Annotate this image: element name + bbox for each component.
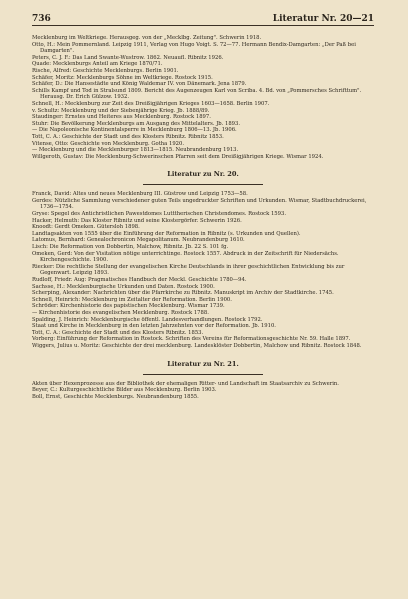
bibliography-entry: Wiggers, Julius u. Moritz: Geschichte der drei mecklenburg. Landesklöster Dobbertin, Malchow und Ribnitz. Rostock 1848.	[32, 342, 362, 349]
running-title: Literatur Nr. 20—21	[272, 14, 374, 24]
bibliography-entry: Gryse: Spegel des Antichristlichen Pawestdomes Lutttherischen Christendomes. Rostock 1593.	[32, 211, 286, 218]
bibliography-entry: Willgeroth, Gustav: Die Mecklenburg-Schwerinschen Pfarren seit dem Dreißigjährigen Kriege. Wismar 1924.	[32, 153, 324, 160]
bibliography-entry: Schröder: Kirchenhistorie des papistischen Mecklenburg. Wismar 1739.	[32, 303, 225, 310]
bibliography-entry: Rische, Alfred: Geschichte Mecklenburgs. Berlin 1901.	[32, 67, 179, 74]
bibliography-entry: Vitense, Otto: Geschichte von Mecklenburg. Gotha 1920.	[32, 140, 185, 147]
page-number: 736	[32, 14, 51, 24]
bibliography-entry: Vorberg: Einführung der Reformation in Rostock. Schriften des Vereins für Reformationsgeschichte Nr. 59. Halle 1897.	[32, 336, 351, 343]
section-title-20: Literatur zu Nr. 20.	[167, 170, 239, 179]
bibliography-list-top	[32, 35, 374, 160]
bibliography-entry: Mecklenburg im Weltkriege. Herausgeg. von der „Mecklbg. Zeitung". Schwerin 1918.	[32, 35, 262, 41]
bibliography-entry: Tott, C. A.: Geschichte der Stadt und des Klosters Ribnitz. 1853.	[32, 329, 204, 336]
bibliography-entry: Schnell, Heinrich: Mecklenburg im Zeitalter der Reformation. Berlin 1900.	[32, 296, 232, 303]
section-divider	[143, 184, 263, 185]
bibliography-entry: Riecker: Die rechtliche Stellung der evangelischen Kirche Deutschlands in ihrer geschichtlichen Entwicklung bis zur Gegenwart. Leipzig 1893.	[32, 263, 345, 277]
bibliography-entry: — Kirchenhistorie des evangelischen Mecklenburg. Rostock 1788.	[32, 309, 209, 316]
bibliography-entry: Staudinger: Ernstes und Heiteres aus Mecklenburg. Rostock 1897.	[32, 114, 211, 121]
bibliography-entry: Boll, Ernst, Geschichte Mecklenburgs. Neubrandenburg 1855.	[32, 393, 199, 400]
bibliography-entry: Sachsse, H.: Mecklenburgische Urkunden und Daten. Rostock 1900.	[32, 283, 215, 290]
page-header	[32, 14, 374, 26]
bibliography-entry: Stuhr: Die Bevölkerung Mecklenburgs am Ausgang des Mittelalters. Jb. 1893.	[32, 120, 241, 127]
bibliography-entry: Staat und Kirche in Mecklenburg in den letzten Jahrzehnten vor der Reformation. Jb. 1910.	[32, 323, 276, 330]
bibliography-entry: Scherping, Alexander: Nachrichten über die Pfarrkirche zu Ribnitz. Manuskript im Archiv der Stadtkirche. 1745.	[32, 290, 334, 297]
bibliography-list-21	[32, 381, 374, 401]
bibliography-entry: Omeken, Gerd: Von der Visitation nötige unterrichtinge. Rostock 1557. Abdruck in der Zeitschrift für Niedersächs. Kirchengeschichte. 1900.	[32, 250, 339, 264]
bibliography-entry: Beyer, C.: Kulturgeschichtliche Bilder aus Mecklenburg. Berlin 1903.	[32, 387, 217, 394]
bibliography-entry: Landtagsakten von 1555 über die Einführung der Reformation in Ribnitz (s. Urkunden und Quellen).	[32, 230, 301, 237]
section-divider	[143, 374, 263, 375]
bibliography-entry: Gerdes: Nützliche Sammlung verschiedener guten Teils ungedruckter Schriften und Urkunden. Wismar, Stadtbuchdruckerei, 1736—1754.	[32, 197, 367, 211]
bibliography-entry: Akten über Hexenprozesse aus der Bibliothek der ehemaligen Ritter- und Landschaft im Staatsarchiv zu Schwerin.	[32, 380, 339, 387]
bibliography-entry: Otto, H.: Mein Pommernland. Leipzig 1911, Verlag von Hugo Voigt. S. 72—77. Hermann Bendix-Damgarten: „Der Paß bei Damgarten".	[32, 41, 356, 55]
bibliography-entry: — Die Napoleonische Kontinentalsperre in Mecklenburg 1806—13. Jb. 1906.	[32, 127, 237, 134]
bibliography-entry: Schills Kampf und Tod in Stralsund 1809. Bericht des Augenzeugen Karl von Scriba. 4. Bd. von „Pommersches Schrifttum". Herausg. Dr. Erich Gülzow. 1932.	[32, 87, 362, 101]
bibliography-entry: Lisch: Die Reformation von Dobbertin, Malchow, Ribnitz. Jb. 22 S. 101 fg.	[32, 244, 229, 251]
bibliography-entry: Rudloff, Friedr. Aug: Pragmatisches Handbuch der Meckl. Geschichte 1780—94.	[32, 277, 247, 283]
bibliography-entry: Peters, C. J. F.: Das Land Swante-Wustrow. 1862. Neuaufl. Ribnitz 1926.	[32, 54, 224, 61]
bibliography-entry: Quade: Mecklenburgs Anteil am Kriege 1870/71.	[32, 61, 163, 68]
bibliography-entry: Tott, C. A.: Geschichte der Stadt und des Klosters Ribnitz. Ribnitz 1853.	[32, 133, 224, 140]
bibliography-entry: Latomus, Bernhard: Genealochronicon Megapolitanum. Neubrandenburg 1610.	[32, 237, 245, 244]
bibliography-entry: Hacker, Helmuth: Das Kloster Ribnitz und seine Klostergörfer. Schwerin 1926.	[32, 217, 242, 224]
bibliography-entry: — Mecklenburg und die Mecklenburger 1813—1815. Neubrandenburg 1913.	[32, 147, 239, 154]
bibliography-entry: Schäfer, Moritz: Mecklenburgs Söhne im Weltkriege. Rostock 1915.	[32, 74, 213, 81]
bibliography-entry: Schäfer, D.: Die Hansestädte und König Waldemar IV. von Dänemark. Jena 1879.	[32, 81, 247, 88]
bibliography-entry: Franck, David: Altes und neues Mecklenburg III. Güstrow und Leipzig 1753—58.	[32, 191, 248, 198]
bibliography-list-20	[32, 191, 374, 349]
bibliography-entry: Knoodt: Gerdt Omeken. Gütersloh 1898.	[32, 224, 140, 231]
section-title-21: Literatur zu Nr. 21.	[167, 359, 239, 368]
bibliography-entry: Spalding, J. Heinrich: Mecklenburgische öffentl. Landesverhandlungen. Rostock 1792.	[32, 316, 263, 323]
bibliography-entry: v. Schultz: Mecklenburg und der Siebenjährige Krieg. Jb. 1888/89.	[32, 107, 210, 114]
bibliography-entry: Schnell, H.: Mecklenburg zur Zeit des Dreißigjährigen Krieges 1603—1658. Berlin 1907.	[32, 100, 270, 107]
